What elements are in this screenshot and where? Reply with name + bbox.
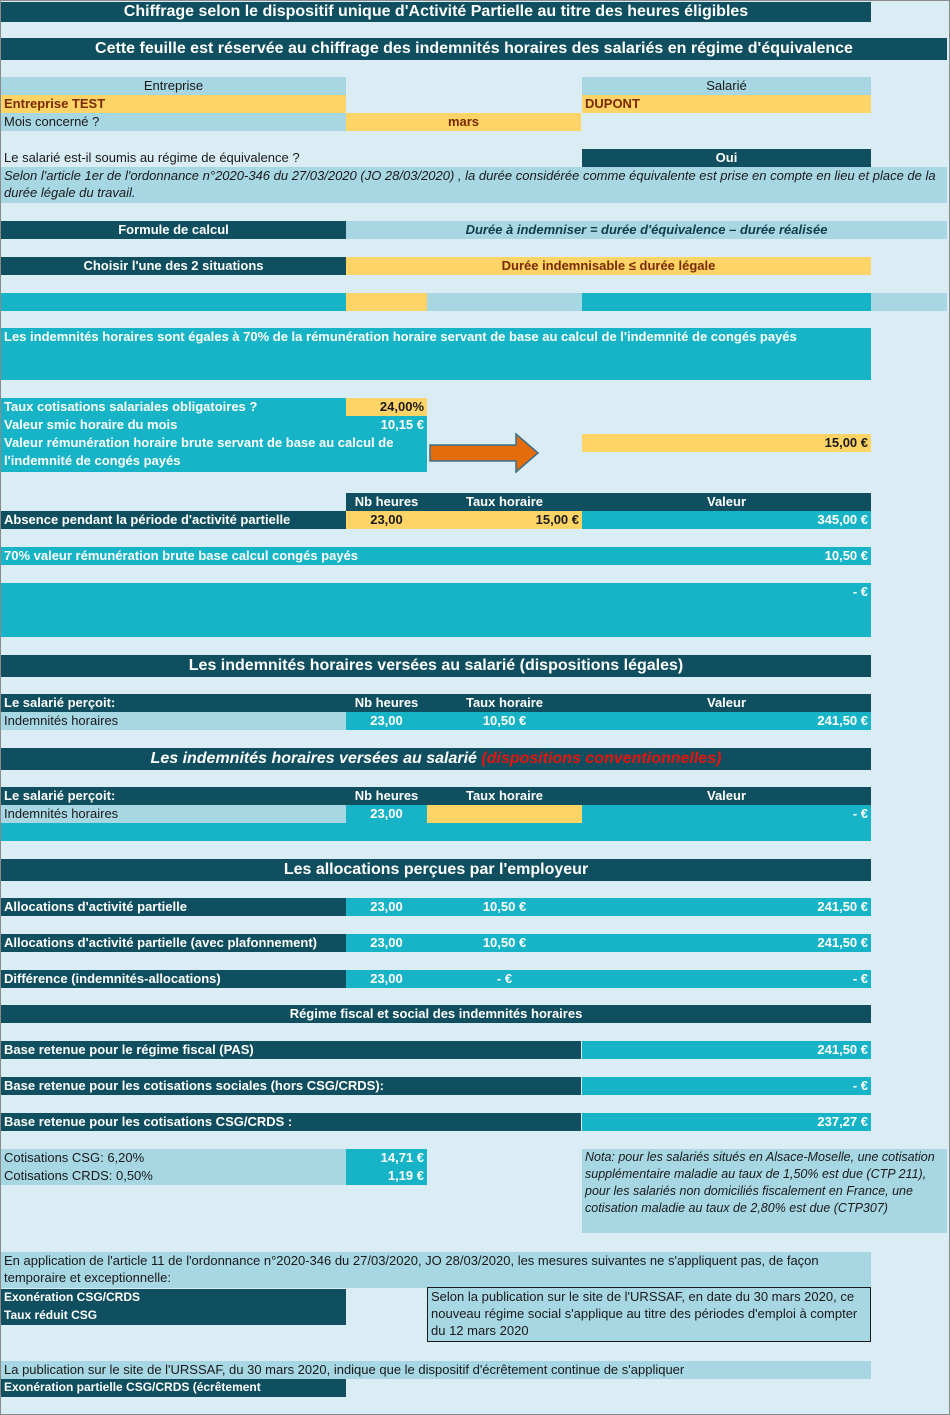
urssaf-note-line: La publication sur le site de l'URSSAF, du 30 mars 2020, indique que le dispositif d'écrêtement continue de s'appliquer bbox=[1, 1361, 871, 1379]
legal-col-taux: Taux horaire bbox=[427, 694, 582, 712]
cotis-crds-value: 1,19 € bbox=[346, 1167, 427, 1185]
alloc-row2-valeur: 241,50 € bbox=[582, 934, 871, 952]
alloc-row2-label: Allocations d'activité partielle (avec plafonnement) bbox=[1, 934, 346, 952]
situation-select[interactable]: Durée indemnisable ≤ durée légale bbox=[346, 257, 871, 275]
alloc-row2-taux: 10,50 € bbox=[427, 934, 582, 952]
alloc-row3-taux: - € bbox=[427, 970, 582, 988]
col-valeur: Valeur bbox=[582, 493, 871, 511]
legal-col-nb: Nb heures bbox=[346, 694, 427, 712]
absence-nb-input[interactable]: 23,00 bbox=[346, 511, 427, 529]
nota-text: Nota: pour les salariés situés en Alsace-Moselle, une cotisation supplémentaire maladie au taux de 1,50% est due (CTP 211), pour les salariés non domiciliés fiscalement en France, une cotisation maladie au taux de 2,80% est due (CTP307) bbox=[582, 1149, 947, 1233]
regime-csg-value: 237,27 € bbox=[582, 1113, 871, 1131]
equivalence-note: Selon l'article 1er de l'ordonnance n°2020-346 du 27/03/2020 (JO 28/03/2020) , la durée considérée comme équivalente est prise en compte en lieu et place de la durée légale du travail. bbox=[1, 167, 947, 203]
exoneration-partielle: Exonération partielle CSG/CRDS (écrêtement bbox=[1, 1379, 346, 1397]
remun-label: Valeur rémunération horaire brute servant de base au calcul de l'indemnité de congés payés bbox=[1, 434, 427, 472]
taux-reduit-csg: Taux réduit CSG bbox=[1, 1307, 346, 1325]
exoneration-csg-crds: Exonération CSG/CRDS bbox=[1, 1289, 346, 1307]
absence-taux: 15,00 € bbox=[427, 511, 582, 529]
empty-cell-a bbox=[1, 293, 346, 311]
taux-label: Taux cotisations salariales obligatoires ? bbox=[1, 398, 346, 416]
cotis-csg-value: 14,71 € bbox=[346, 1149, 427, 1167]
entreprise-input[interactable]: Entreprise TEST bbox=[1, 95, 346, 113]
alloc-row3-valeur: - € bbox=[582, 970, 871, 988]
conv-taux-input[interactable] bbox=[427, 805, 582, 823]
mois-label: Mois concerné ? bbox=[1, 113, 346, 131]
application-text: En application de l'article 11 de l'ordonnance n°2020-346 du 27/03/2020, JO 28/03/2020, les mesures suivantes ne s'appliquent pas, de façon temporaire et exceptionnelle: bbox=[1, 1252, 871, 1288]
alloc-row3-nb: 23,00 bbox=[346, 970, 427, 988]
empty-block-value: - € bbox=[852, 584, 868, 599]
legal-col-valeur: Valeur bbox=[582, 694, 871, 712]
legal-row-taux: 10,50 € bbox=[427, 712, 582, 730]
col-nb-heures: Nb heures bbox=[346, 493, 427, 511]
absence-label: Absence pendant la période d'activité partielle bbox=[1, 511, 346, 529]
formule-value: Durée à indemniser = durée d'équivalence – durée réalisée bbox=[346, 221, 947, 239]
regime-sociales-value: - € bbox=[582, 1077, 871, 1095]
entreprise-header: Entreprise bbox=[1, 77, 346, 95]
conv-row-label: Indemnités horaires bbox=[1, 805, 346, 823]
regime-fiscal-label: Base retenue pour le régime fiscal (PAS) bbox=[1, 1041, 581, 1059]
smic-label: Valeur smic horaire du mois bbox=[1, 416, 346, 434]
alloc-row1-valeur: 241,50 € bbox=[582, 898, 871, 916]
mois-input[interactable]: mars bbox=[346, 113, 581, 131]
conv-row-valeur: - € bbox=[582, 805, 871, 823]
conv-title-main: Les indemnités horaires versées au salarié bbox=[150, 750, 477, 767]
empty-input-a[interactable] bbox=[346, 293, 427, 311]
pct70-valeur: 10,50 € bbox=[581, 547, 871, 565]
remun-input[interactable]: 15,00 € bbox=[582, 434, 871, 452]
cotis-csg-label: Cotisations CSG: 6,20% bbox=[1, 1149, 346, 1167]
cotis-crds-label: Cotisations CRDS: 0,50% bbox=[1, 1167, 346, 1185]
alloc-row1-label: Allocations d'activité partielle bbox=[1, 898, 346, 916]
indemnites-info: Les indemnités horaires sont égales à 70% de la rémunération horaire servant de base au calcul de l'indemnité de congés payés bbox=[1, 328, 871, 380]
smic-value: 10,15 € bbox=[346, 416, 427, 434]
legal-row-label: Indemnités horaires bbox=[1, 712, 346, 730]
regime-csg-label: Base retenue pour les cotisations CSG/CRDS : bbox=[1, 1113, 581, 1131]
legal-section-title: Les indemnités horaires versées au salarié (dispositions légales) bbox=[1, 655, 871, 677]
equivalence-question: Le salarié est-il soumis au régime de équivalence ? bbox=[4, 150, 300, 165]
salarie-header: Salarié bbox=[582, 77, 871, 95]
conv-col-taux: Taux horaire bbox=[427, 787, 582, 805]
alloc-row2-nb: 23,00 bbox=[346, 934, 427, 952]
conv-row-spacer bbox=[1, 823, 871, 841]
conv-col-nb: Nb heures bbox=[346, 787, 427, 805]
regime-fiscal-value: 241,50 € bbox=[582, 1041, 871, 1059]
equivalence-answer[interactable]: Oui bbox=[582, 149, 871, 167]
pct70-label: 70% valeur rémunération brute base calcul congés payés bbox=[1, 547, 581, 565]
arrow-right-icon bbox=[428, 432, 540, 474]
situation-label: Choisir l'une des 2 situations bbox=[1, 257, 346, 275]
conv-percoit: Le salarié perçoit: bbox=[1, 787, 346, 805]
empty-cell-d bbox=[871, 293, 947, 311]
conv-row-nb: 23,00 bbox=[346, 805, 427, 823]
empty-cell-c bbox=[582, 293, 871, 311]
formule-label: Formule de calcul bbox=[1, 221, 346, 239]
alloc-row3-label: Différence (indemnités-allocations) bbox=[1, 970, 346, 988]
alloc-section-title: Les allocations perçues par l'employeur bbox=[1, 859, 871, 881]
conv-title-red: (dispositions conventionnelles) bbox=[481, 750, 722, 767]
col-taux-horaire: Taux horaire bbox=[427, 493, 582, 511]
legal-percoit: Le salarié perçoit: bbox=[1, 694, 346, 712]
legal-row-valeur: 241,50 € bbox=[582, 712, 871, 730]
sheet-title: Chiffrage selon le dispositif unique d'Activité Partielle au titre des heures éligibles bbox=[1, 2, 871, 22]
sheet-subtitle: Cette feuille est réservée au chiffrage des indemnités horaires des salariés en régime d'équivalence bbox=[1, 38, 947, 60]
absence-valeur: 345,00 € bbox=[582, 511, 871, 529]
alloc-row1-taux: 10,50 € bbox=[427, 898, 582, 916]
alloc-row1-nb: 23,00 bbox=[346, 898, 427, 916]
regime-sociales-label: Base retenue pour les cotisations sociales (hors CSG/CRDS): bbox=[1, 1077, 581, 1095]
taux-input[interactable]: 24,00% bbox=[346, 398, 427, 416]
empty-cell-b bbox=[427, 293, 582, 311]
conv-section-title bbox=[1, 748, 871, 770]
legal-row-nb: 23,00 bbox=[346, 712, 427, 730]
conv-col-valeur: Valeur bbox=[582, 787, 871, 805]
salarie-input[interactable]: DUPONT bbox=[582, 95, 871, 113]
urssaf-note-box: Selon la publication sur le site de l'URSSAF, en date du 30 mars 2020, ce nouveau régime social s'applique au titre des périodes d'emploi à compter du 12 mars 2020 bbox=[427, 1287, 871, 1342]
regime-section-title: Régime fiscal et social des indemnités horaires bbox=[1, 1005, 871, 1023]
